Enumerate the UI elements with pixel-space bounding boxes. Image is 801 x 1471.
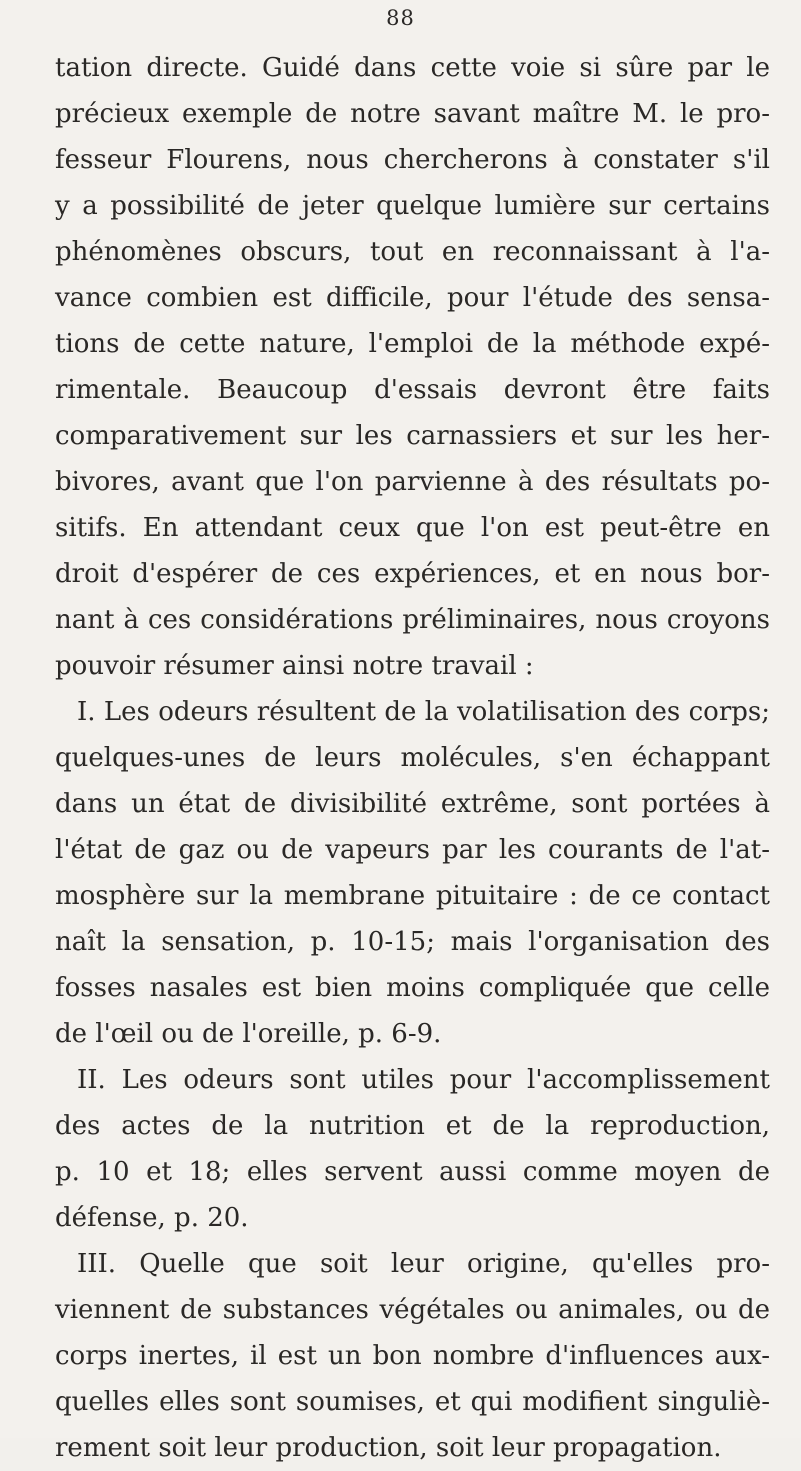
body-text [55,45,770,1471]
text-line: fesseur Flourens, nous chercherons à constater s'il [55,145,770,175]
text-line: rement soit leur production, soit leur propagation. [55,1433,722,1463]
text-line: des actes de la nutrition et de la reproduction, [55,1111,770,1141]
text-line: III. Quelle que soit leur origine, qu'elles pro- [77,1249,770,1279]
text-line: viennent de substances végétales ou animales, ou de [55,1295,770,1325]
text-line: II. Les odeurs sont utiles pour l'accomplissement [77,1065,770,1095]
text-line: rimentale. Beaucoup d'essais devront être faits [55,375,770,405]
text-line: phénomènes obscurs, tout en reconnaissant à l'a- [55,237,770,267]
text-line: l'état de gaz ou de vapeurs par les courants de l'at- [55,835,770,865]
text-line: de l'œil ou de l'oreille, p. 6-9. [55,1019,442,1049]
text-line: droit d'espérer de ces expériences, et en nous bor- [55,559,770,589]
text-line: p. 10 et 18; elles servent aussi comme moyen de [55,1157,770,1187]
text-line: y a possibilité de jeter quelque lumière sur certains [55,191,770,221]
text-line: nant à ces considérations préliminaires, nous croyons [55,605,770,635]
text-line: mosphère sur la membrane pituitaire : de ce contact [55,881,770,911]
text-line: précieux exemple de notre savant maître M. le pro- [55,99,770,129]
text-line: dans un état de divisibilité extrême, sont portées à [55,789,770,819]
text-line: pouvoir résumer ainsi notre travail : [55,651,534,681]
text-line: défense, p. 20. [55,1203,249,1233]
text-line: tation directe. Guidé dans cette voie si sûre par le [55,53,770,83]
text-line: sitifs. En attendant ceux que l'on est peut-être en [55,513,770,543]
text-line: quelles elles sont soumises, et qui modifient singuliè- [55,1387,770,1417]
text-line: comparativement sur les carnassiers et sur les her- [55,421,770,451]
text-line: I. Les odeurs résultent de la volatilisation des corps; [77,697,770,727]
text-line: tions de cette nature, l'emploi de la méthode expé- [55,329,770,359]
text-line: corps inertes, il est un bon nombre d'influences aux- [55,1341,770,1371]
text-line: quelques-unes de leurs molécules, s'en échappant [55,743,770,773]
page-number: 88 [386,6,415,30]
text-line: fosses nasales est bien moins compliquée que celle [55,973,770,1003]
text-line: bivores, avant que l'on parvienne à des résultats po- [55,467,770,497]
text-line: naît la sensation, p. 10-15; mais l'organisation des [55,927,770,957]
text-line: vance combien est difficile, pour l'étude des sensa- [55,283,770,313]
